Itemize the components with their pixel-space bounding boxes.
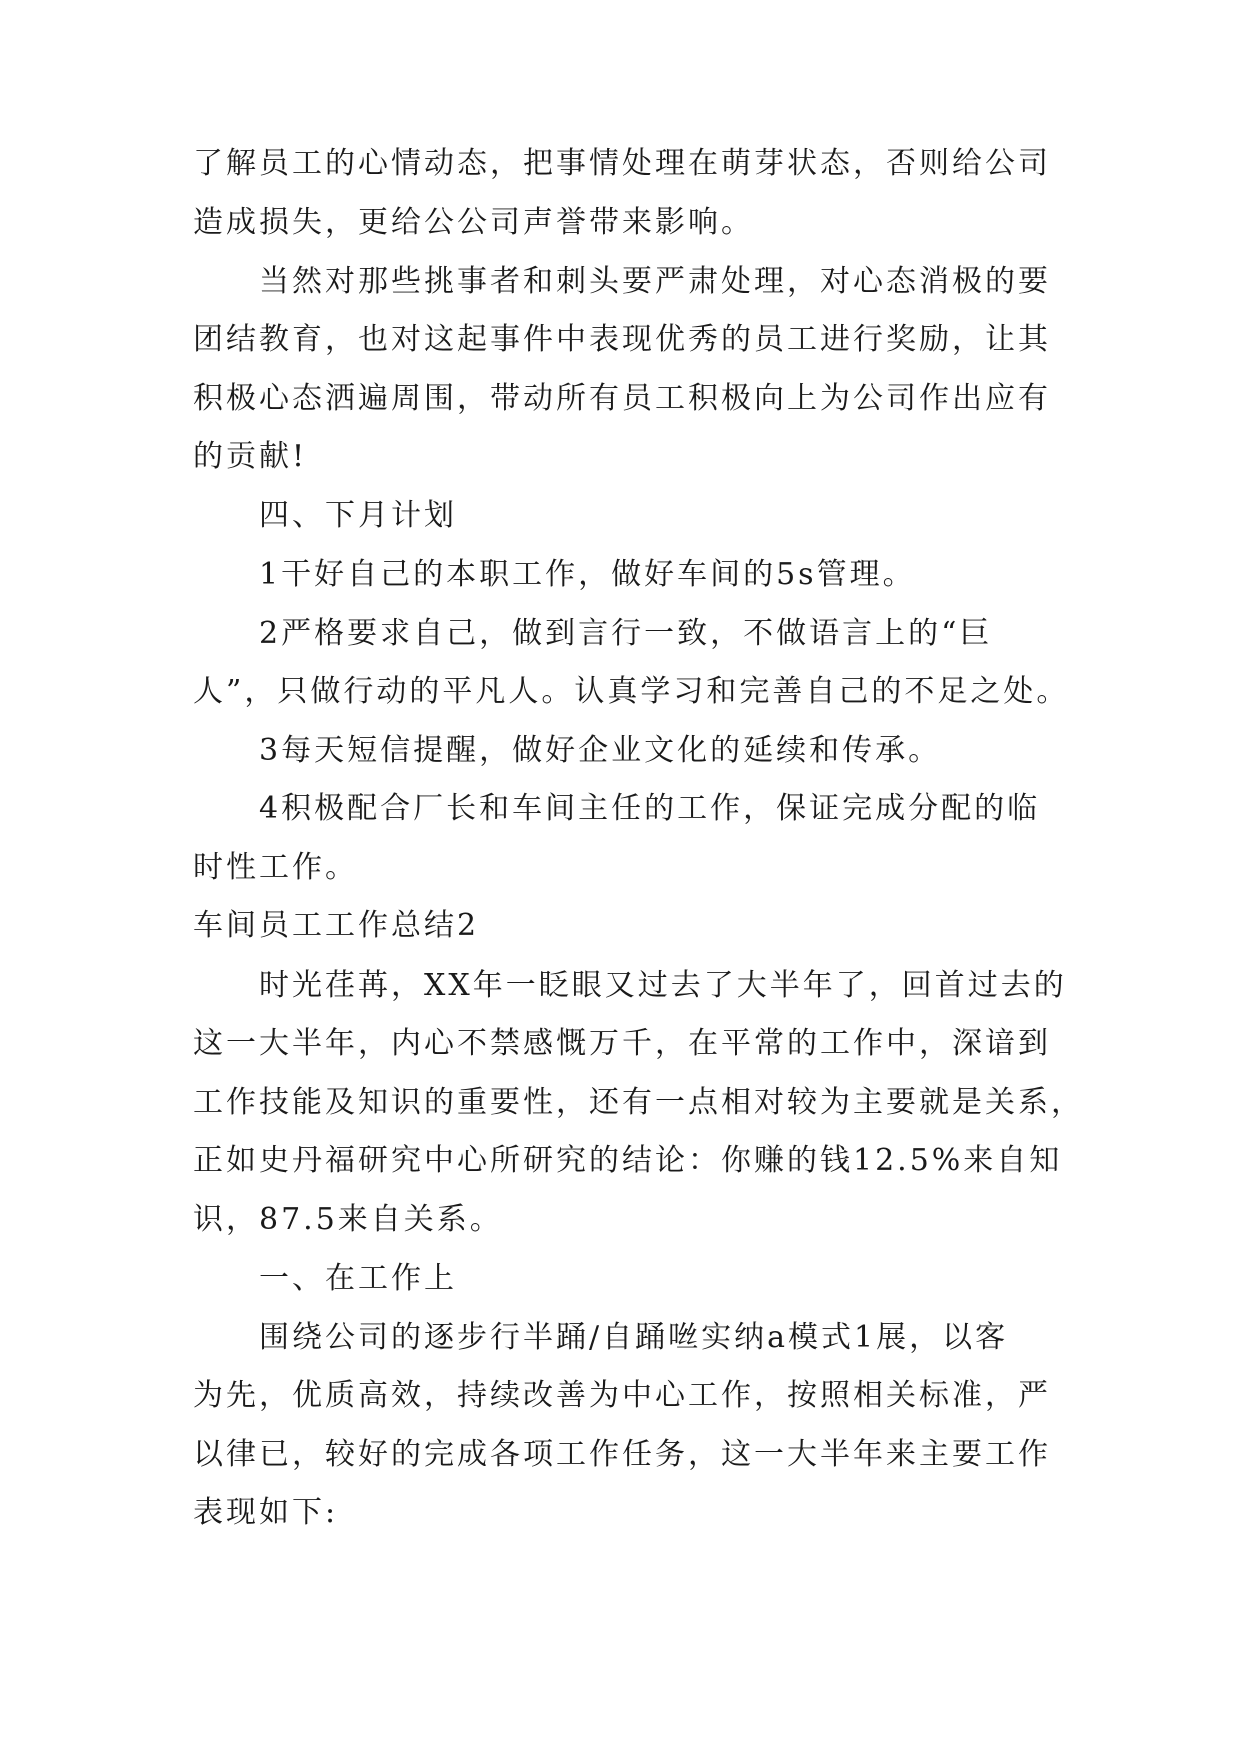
paragraph-start: 当然对那些挑事者和刺头要严肃处理，对心态消极的要 xyxy=(259,264,1051,299)
text-line: 时性工作。 xyxy=(193,850,358,885)
text-line: 为先，优质高效，持续改善为中心工作，按照相关标准，严 xyxy=(193,1378,1051,1413)
section-heading: 四、下月计划 xyxy=(259,498,457,533)
paragraph-start: 围绕公司的逐步行半踊/自踊咝实纳a模式1展，以客 xyxy=(259,1320,1009,1355)
text-line: 这一大半年，内心不禁感慨万千，在平常的工作中，深谙到 xyxy=(193,1026,1051,1061)
text-line: 人”，只做行动的平凡人。认真学习和完善自己的不足之处。 xyxy=(193,674,1070,709)
text-line: 工作技能及知识的重要性，还有一点相对较为主要就是关系， xyxy=(193,1085,1084,1120)
text-line: 以律已，较好的完成各项工作任务，这一大半年来主要工作 xyxy=(193,1437,1051,1472)
text-line: 积极心态洒遍周围，带动所有员工积极向上为公司作出应有 xyxy=(193,381,1051,416)
list-item: 4积极配合厂长和车间主任的工作，保证完成分配的临 xyxy=(259,791,1041,826)
text-line: 表现如下: xyxy=(193,1495,339,1530)
list-item: 1干好自己的本职工作，做好车间的5s管理。 xyxy=(259,557,916,592)
text-line: 造成损失，更给公公司声誉带来影响。 xyxy=(193,205,754,240)
paragraph-start: 时光荏苒，XX年一眨眼又过去了大半年了，回首过去的 xyxy=(259,968,1067,1003)
list-item: 3每天短信提醒，做好企业文化的延续和传承。 xyxy=(259,733,942,768)
section-heading: 一、在工作上 xyxy=(259,1261,457,1296)
text-line: 正如史丹福研究中心所研究的结论：你赚的钱12.5%来自知 xyxy=(193,1143,1063,1178)
list-item: 2严格要求自己，做到言行一致，不做语言上的“巨 xyxy=(259,616,993,651)
text-line: 团结教育，也对这起事件中表现优秀的员工进行奖励，让其 xyxy=(193,322,1051,357)
text-line: 了解员工的心情动态，把事情处理在萌芽状态，否则给公司 xyxy=(193,146,1051,181)
document-title: 车间员工工作总结2 xyxy=(193,908,480,943)
text-line: 识，87.5来自关系。 xyxy=(193,1202,503,1237)
text-line: 的贡献! xyxy=(193,439,308,474)
